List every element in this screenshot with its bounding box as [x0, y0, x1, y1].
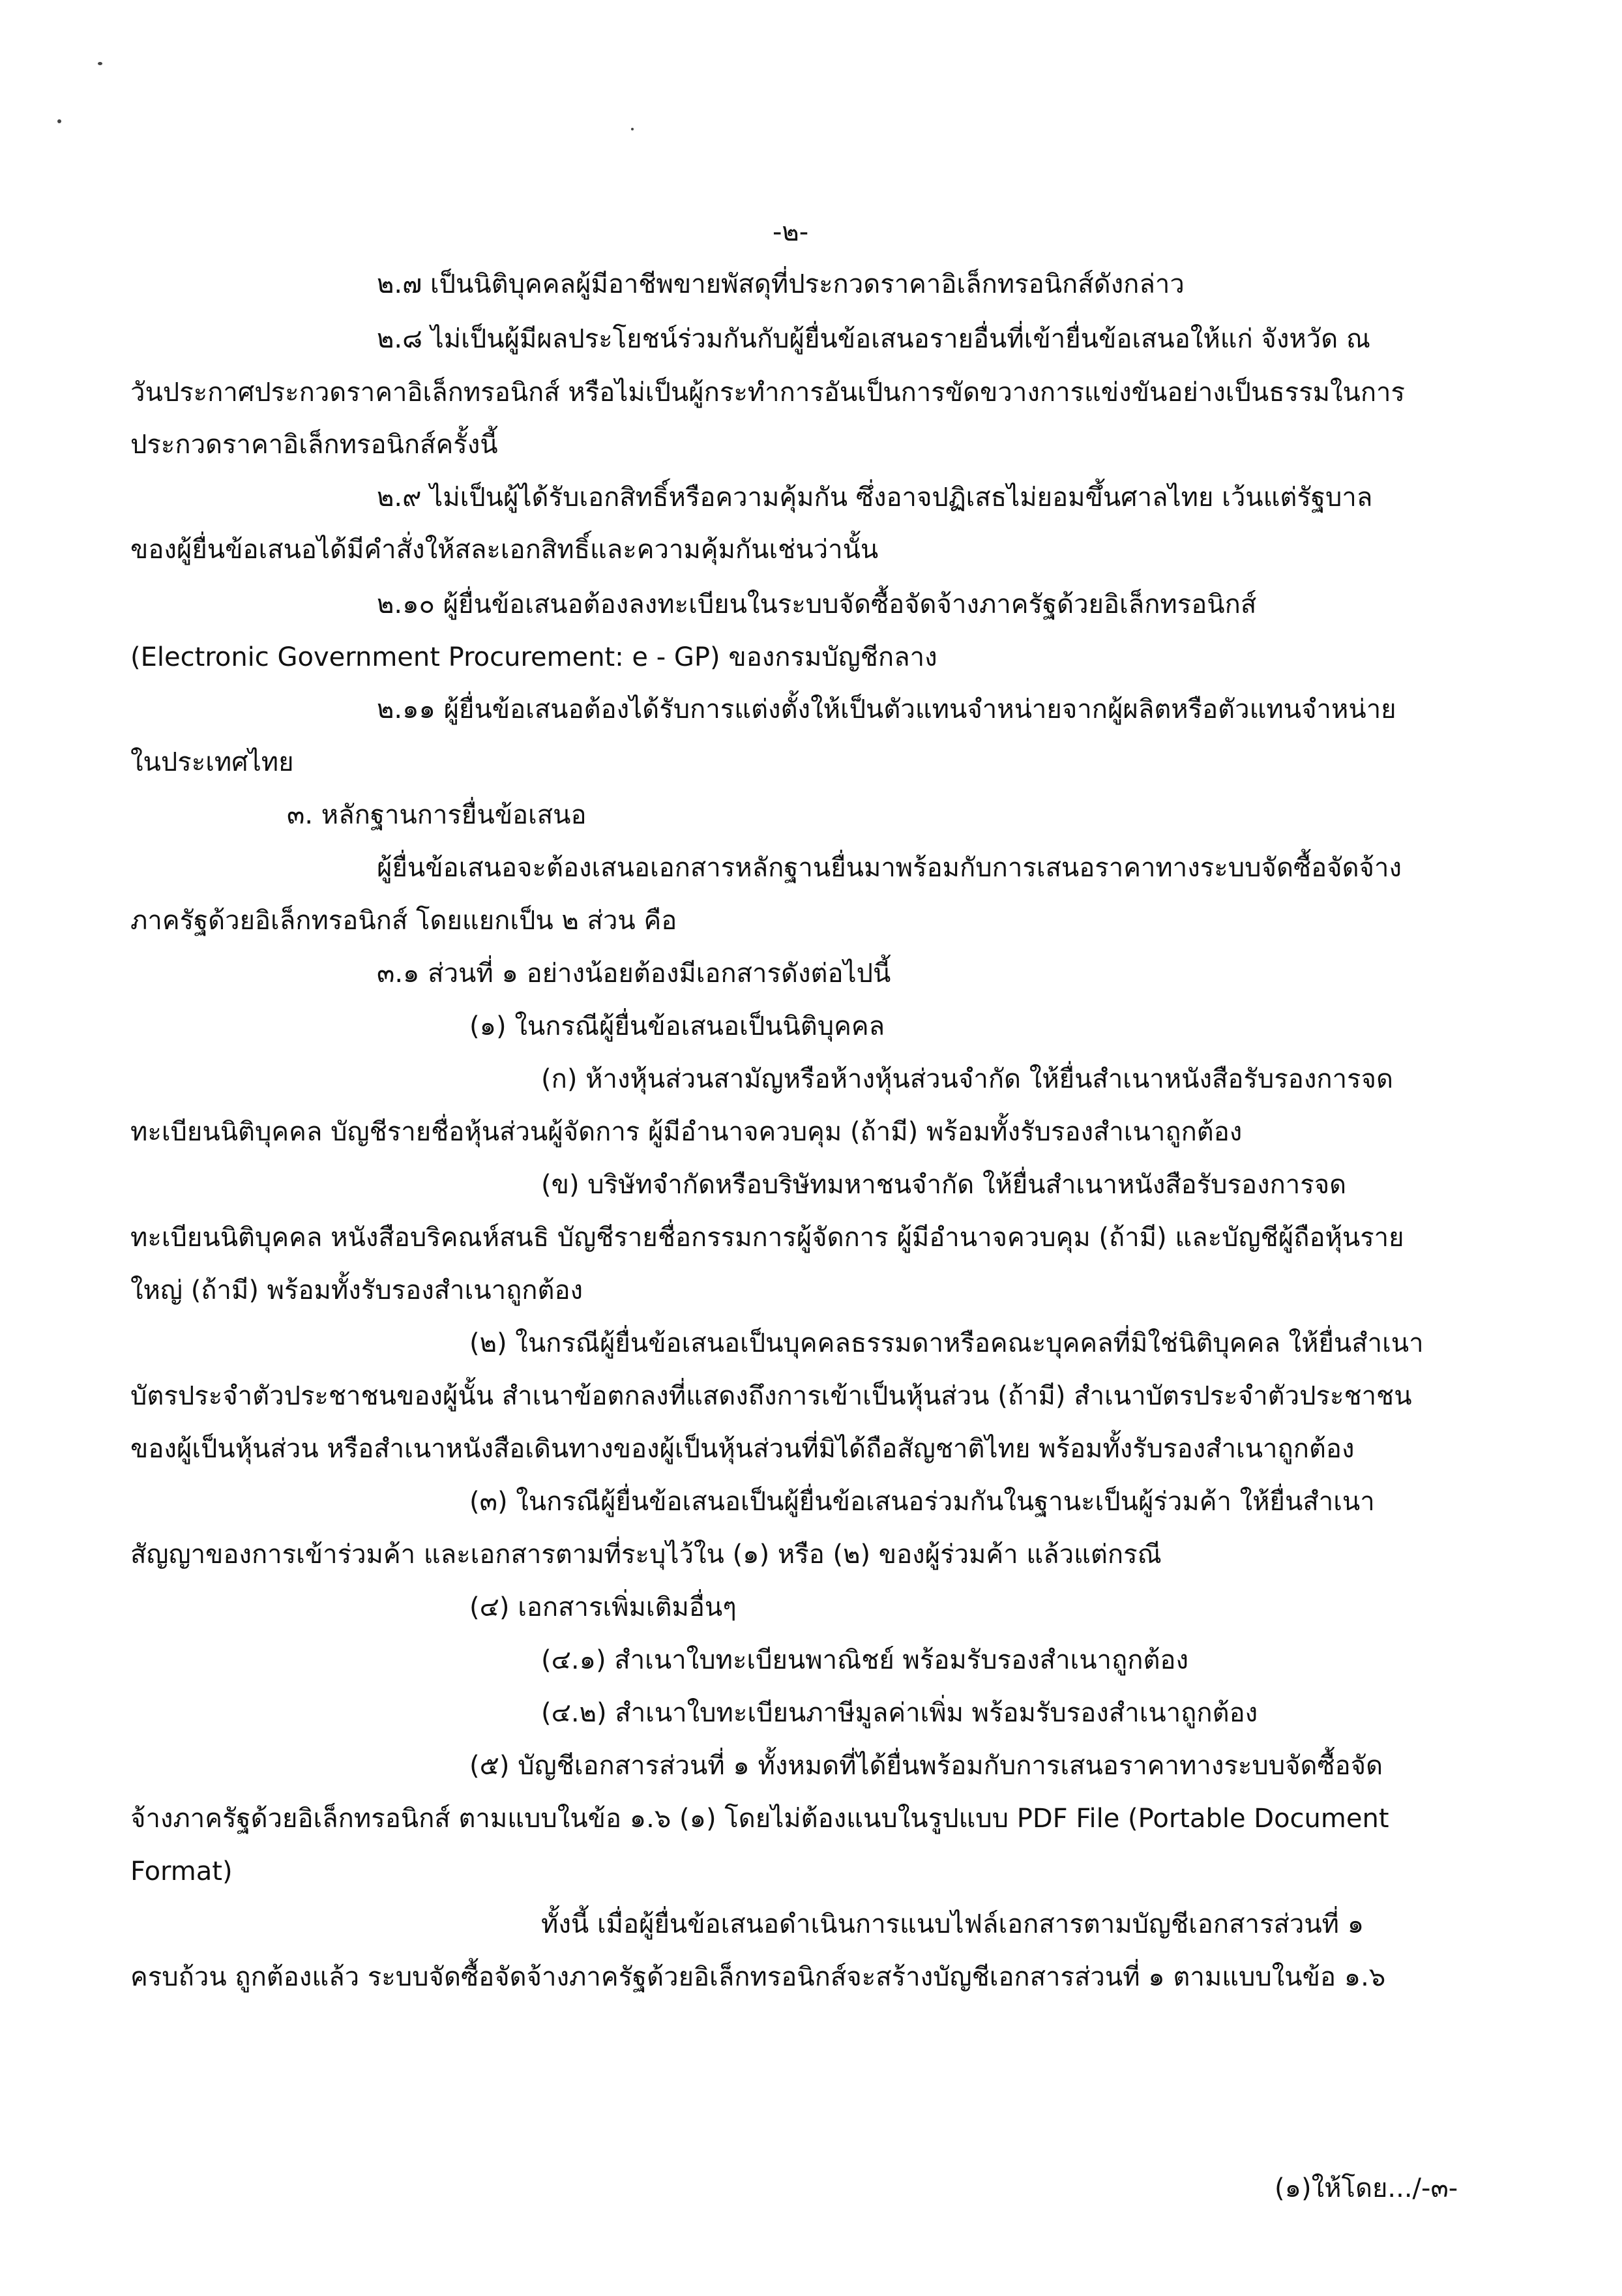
clause-3-1: ๓.๑ ส่วนที่ ๑ อย่างน้อยต้องมีเอกสารดังต่อไปนี้: [377, 959, 891, 989]
text-line: ประกวดราคาอิเล็กทรอนิกส์ครั้งนี้: [130, 430, 498, 460]
text-line: ใหญ่ (ถ้ามี) พร้อมทั้งรับรองสำเนาถูกต้อง: [130, 1275, 583, 1305]
text-line: Format): [130, 1856, 233, 1886]
text-line: สัญญาของการเข้าร่วมค้า และเอกสารตามที่ระบุไว้ใน (๑) หรือ (๒) ของผู้ร่วมค้า แล้วแต่กรณี: [130, 1540, 1162, 1570]
page-continuation: (๑)ให้โดย.../-๓-: [1275, 2173, 1458, 2203]
text-line: ทะเบียนนิติบุคคล บัญชีรายชื่อหุ้นส่วนผู้จัดการ ผู้มีอำนาจควบคุม (ถ้ามี) พร้อมทั้งรับรองสำเนาถูกต้อง: [130, 1117, 1243, 1147]
scan-speck: [57, 119, 61, 123]
scan-speck: [631, 128, 634, 130]
text-line: ภาครัฐด้วยอิเล็กทรอนิกส์ โดยแยกเป็น ๒ ส่วน คือ: [130, 906, 677, 936]
clause-2-7: ๒.๗ เป็นนิติบุคคลผู้มีอาชีพขายพัสดุที่ประกวดราคาอิเล็กทรอนิกส์ดังกล่าว: [377, 269, 1185, 299]
text-line: (Electronic Government Procurement: e - GP) ของกรมบัญชีกลาง: [130, 642, 937, 672]
text-line: ของผู้เป็นหุ้นส่วน หรือสำเนาหนังสือเดินทางของผู้เป็นหุ้นส่วนที่มิได้ถือสัญชาติไทย พร้อมทั้งรับรองสำเนาถูกต้อง: [130, 1434, 1355, 1464]
clause-2-11: ๒.๑๑ ผู้ยื่นข้อเสนอต้องได้รับการแต่งตั้งให้เป็นตัวแทนจำหน่ายจากผู้ผลิตหรือตัวแทนจำหน่าย: [377, 694, 1396, 724]
item-4-1: (๔.๑) สำเนาใบทะเบียนพาณิชย์ พร้อมรับรองสำเนาถูกต้อง: [541, 1645, 1188, 1675]
text-line: จ้างภาครัฐด้วยอิเล็กทรอนิกส์ ตามแบบในข้อ ๑.๖ (๑) โดยไม่ต้องแนบในรูปแบบ PDF File (Portable Document: [130, 1804, 1389, 1834]
clause-2-10: ๒.๑๐ ผู้ยื่นข้อเสนอต้องลงทะเบียนในระบบจัดซื้อจัดจ้างภาครัฐด้วยอิเล็กทรอนิกส์: [377, 589, 1257, 619]
text-line: บัตรประจำตัวประชาชนของผู้นั้น สำเนาข้อตกลงที่แสดงถึงการเข้าเป็นหุ้นส่วน (ถ้ามี) สำเนาบัตรประจำตัวประชาชน: [130, 1381, 1412, 1411]
item-1-b: (ข) บริษัทจำกัดหรือบริษัทมหาชนจำกัด ให้ยื่นสำเนาหนังสือรับรองการจด: [541, 1170, 1347, 1200]
text-line: ทะเบียนนิติบุคคล หนังสือบริคณห์สนธิ บัญชีรายชื่อกรรมการผู้จัดการ ผู้มีอำนาจควบคุม (ถ้ามี) และบัญชีผู้ถือหุ้นราย: [130, 1223, 1404, 1253]
clause-2-9: ๒.๙ ไม่เป็นผู้ได้รับเอกสิทธิ์หรือความคุ้มกัน ซึ่งอาจปฏิเสธไม่ยอมขึ้นศาลไทย เว้นแต่รัฐบาล: [377, 483, 1373, 513]
item-4-2: (๔.๒) สำเนาใบทะเบียนภาษีมูลค่าเพิ่ม พร้อมรับรองสำเนาถูกต้อง: [541, 1698, 1258, 1728]
text-line: ของผู้ยื่นข้อเสนอได้มีคำสั่งให้สละเอกสิทธิ์และความคุ้มกันเช่นว่านั้น: [130, 535, 879, 565]
item-2: (๒) ในกรณีผู้ยื่นข้อเสนอเป็นบุคคลธรรมดาหรือคณะบุคคลที่มิใช่นิติบุคคล ให้ยื่นสำเนา: [469, 1328, 1424, 1358]
text-line: ผู้ยื่นข้อเสนอจะต้องเสนอเอกสารหลักฐานยื่นมาพร้อมกับการเสนอราคาทางระบบจัดซื้อจัดจ้าง: [377, 853, 1402, 883]
item-5: (๕) บัญชีเอกสารส่วนที่ ๑ ทั้งหมดที่ได้ยื่นพร้อมกับการเสนอราคาทางระบบจัดซื้อจัด: [469, 1751, 1383, 1781]
clause-2-8: ๒.๘ ไม่เป็นผู้มีผลประโยชน์ร่วมกันกับผู้ยื่นข้อเสนอรายอื่นที่เข้ายื่นข้อเสนอให้แก่ จังหวัด ณ: [377, 324, 1371, 354]
item-3: (๓) ในกรณีผู้ยื่นข้อเสนอเป็นผู้ยื่นข้อเสนอร่วมกันในฐานะเป็นผู้ร่วมค้า ให้ยื่นสำเนา: [469, 1487, 1375, 1517]
scan-speck: [98, 62, 102, 65]
text-line: ครบถ้วน ถูกต้องแล้ว ระบบจัดซื้อจัดจ้างภาครัฐด้วยอิเล็กทรอนิกส์จะสร้างบัญชีเอกสารส่วนที่ ๑ ตามแบบในข้อ ๑.๖: [130, 1962, 1386, 1992]
text-line: วันประกาศประกวดราคาอิเล็กทรอนิกส์ หรือไม่เป็นผู้กระทำการอันเป็นการขัดขวางการแข่งขันอย่างเป็นธรรมในการ: [130, 378, 1405, 408]
page-number: -๒-: [773, 217, 809, 247]
item-1: (๑) ในกรณีผู้ยื่นข้อเสนอเป็นนิติบุคคล: [469, 1011, 885, 1041]
text-line: ในประเทศไทย: [130, 747, 294, 777]
note-paragraph: ทั้งนี้ เมื่อผู้ยื่นข้อเสนอดำเนินการแนบไฟล์เอกสารตามบัญชีเอกสารส่วนที่ ๑: [541, 1909, 1364, 1939]
item-4: (๔) เอกสารเพิ่มเติมอื่นๆ: [469, 1592, 737, 1622]
item-1-a: (ก) ห้างหุ้นส่วนสามัญหรือห้างหุ้นส่วนจำกัด ให้ยื่นสำเนาหนังสือรับรองการจด: [541, 1064, 1393, 1094]
section-3-heading: ๓. หลักฐานการยื่นข้อเสนอ: [287, 800, 587, 830]
